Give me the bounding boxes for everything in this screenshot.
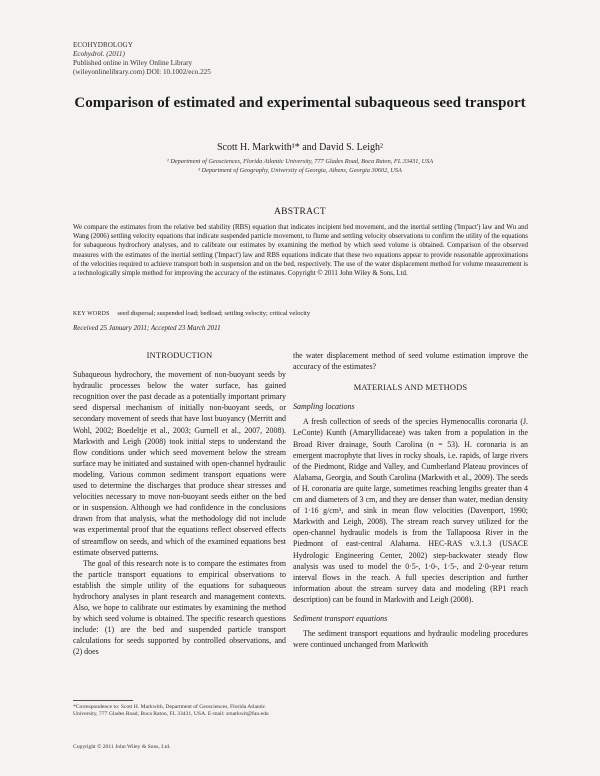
- affiliations: [60, 158, 540, 175]
- correspondence-footnote: *Correspondence to: Scott H. Markwith, Department of Geosciences, Florida Atlantic University, 777 Glades Road, Boca Raton, FL 33431, USA. E-mail: smarkwit@fau.edu: [73, 704, 269, 718]
- doi-line: (wileyonlinelibrary.com) DOI: 10.1002/eco.225: [73, 68, 211, 77]
- footnote-divider: [73, 700, 133, 701]
- published-line: Published online in Wiley Online Library: [73, 59, 193, 68]
- abstract-heading: ABSTRACT: [273, 207, 327, 217]
- journal-header: [73, 41, 211, 77]
- journal-citation: Ecohydrol. (2011): [73, 50, 125, 59]
- author-list: Scott H. Markwith¹* and David S. Leigh²: [217, 142, 383, 153]
- right-column: [293, 350, 528, 650]
- journal-name: ECOHYDROLOGY: [73, 41, 133, 49]
- paper-title: Comparison of estimated and experimental subaqueous seed transport: [74, 95, 526, 111]
- keywords-label: KEY WORDS: [73, 311, 110, 317]
- keywords-text: seed dispersal; suspended load; bedload; settling velocity; critical velocity: [117, 310, 311, 317]
- sampling-heading: Sampling locations: [293, 402, 355, 412]
- sampling-text: A fresh collection of seeds of the species Hymenocallis coronaria (J. LeConte) Kunth (Amaryllidaceae) was taken from a population in the Broad River drainage, South Carolina (n = 53). H. coronaria is an emergent macrophyte that lives in rocky shoals, i.e. rapids, of large rivers of the Piedmont, Ridge and Valley, and Cumberland Plateau provinces of Alabama, Georgia, and South Carolina (Markwith et al., 2009). The seeds of H. coronaria are quite large, sometimes reaching lengths greater than 4 cm and diameters of 3 cm, and they are denser than water, median density of 1·16 g/cm³, and sink in mean flow velocities (Davenport, 1990; Markwith and Leigh, 2008). The stream reach survey utilized for the open-channel hydraulic models is from the Tallapoosa River in the Piedmont of east-central Alabama. HEC-RAS v.3.1.3 (USACE Hydrologic Engineering Center, 2002) step-backwater steady flow analysis was used to model the 0·5-, 1·0-, 1·5-, and 2·0-year return interval flows in the reach. A full species description and further information about the stream survey data and modeling (RP1 reach description) can be found in Markwith and Leigh (2008).: [293, 417, 528, 604]
- copyright-line: Copyright © 2011 John Wiley & Sons, Ltd.: [73, 744, 171, 750]
- intro-paragraph-2: The goal of this research note is to compare the estimates from the particle transport equations to empirical observations to establish the simple utility of the equations for subaqueous hydrochory analyses in plant research and management contexts. Also, we hope to calibrate our estimates by examining the method by which seed volume is obtained. The specific research questions include: (1) are the bed and suspended particle transport calculations for seeds supported by controlled observations, and (2) does: [73, 558, 286, 657]
- received-dates: Received 25 January 2011; Accepted 23 March 2011: [73, 324, 221, 332]
- affiliation-2: ² Department of Geography, University of Georgia, Athens, Georgia 30602, USA: [198, 166, 402, 174]
- introduction-heading: INTRODUCTION: [146, 351, 213, 360]
- affiliation-1: ¹ Department of Geosciences, Florida Atlantic University, 777 Glades Road, Boca Raton, FL 33431, USA: [166, 158, 434, 165]
- sediment-text: The sediment transport equations and hydraulic modeling procedures were continued unchanged from Markwith: [293, 629, 528, 650]
- methods-heading: MATERIALS AND METHODS: [353, 383, 468, 393]
- abstract-text: We compare the estimates from the relative bed stability (RBS) equation that indicates incipient bed movement, and the inertial settling ('Impact') law and Wu and Wang (2006) settling velocity equations that indicate suspended particle movement, to flume and settling velocity observations to confirm the utility of the equations for subaqueous hydrochory analyses, and to calibrate our estimates by examining the method by which seed volume is obtained. Comparison of the observed measures with the estimates of the inertial settling ('Impact') law and RBS equations indicate that these two equations appear to provide reasonable approximations of the velocities required to achieve transport both in suspension and on the bed, respectively. The use of the water displacement method for volume measurement is a technologically simple method for improving the accuracy of the estimates. Copyright © 2011 John Wiley & Sons, Ltd.: [73, 224, 528, 278]
- intro-paragraph-1: Subaqueous hydrochory, the movement of non-buoyant seeds by hydraulic processes below the water surface, has gained recognition over the past decade as a potentially important primary seed dispersal mechanism of initially non-buoyant seeds, or secondary movement of seeds that have lost buoyancy (Merritt and Wohl, 2002; Boedeltje et al., 2003; Gurnell et al., 2007, 2008). Markwith and Leigh (2008) took initial steps to understand the flow conditions under which seed movement below the stream surface may be initiated and sustained with open-channel hydraulic modeling. Various common sediment transport equations were used to determine the discharges that produce shear stresses and velocities necessary to move non-buoyant seeds either on the bed or in suspension. Although we had confidence in the conclusions drawn from that analysis, what the methodology did not include was experimental proof that the equations reflect observed effects of streamflow on seeds, and which of the examined equations best estimate observed patterns.: [73, 370, 286, 557]
- keywords: [73, 310, 528, 317]
- continuation-text: the water displacement method of seed volume estimation improve the accuracy of the estimates?: [293, 351, 528, 372]
- sediment-heading: Sediment transport equations: [293, 613, 388, 623]
- left-column: [73, 350, 286, 658]
